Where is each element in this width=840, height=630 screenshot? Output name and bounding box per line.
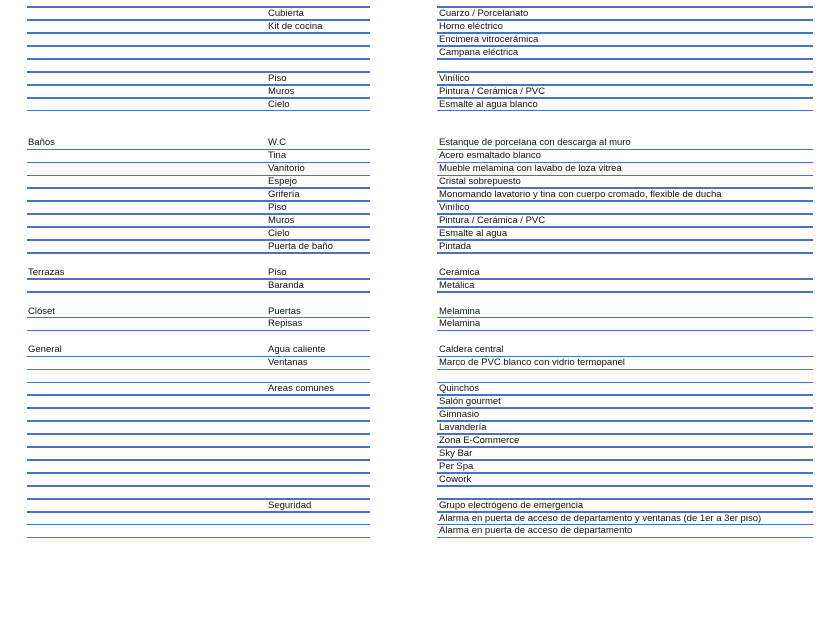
item-cell: Vanitorio [268, 163, 305, 175]
description-cell: Salón gourmet [439, 396, 501, 408]
description-cell: Cowork [439, 473, 472, 485]
table-row [0, 176, 840, 189]
item-cell: Puerta de baño [268, 240, 333, 252]
table-row [0, 396, 840, 409]
item-cell: Kit de cocina [268, 20, 323, 32]
description-cell: Vinílico [439, 72, 470, 84]
item-cell: Puertas [268, 305, 301, 317]
description-cell: Quinchos [439, 383, 480, 395]
description-cell: Zona E-Commerce [439, 434, 520, 446]
table-row [0, 34, 840, 47]
table-row [0, 422, 840, 435]
table-row [0, 189, 840, 202]
item-cell: Cubierta [268, 7, 304, 19]
table-row [0, 474, 840, 487]
item-cell: Piso [268, 72, 287, 84]
table-row [0, 500, 840, 513]
description-cell: Vinílico [439, 202, 470, 213]
table-row [0, 293, 840, 306]
table-row [0, 47, 840, 60]
table-row [0, 228, 840, 241]
description-cell: Cerámica [439, 266, 480, 278]
description-cell: Alarma en puerta de acceso de departamento y ventanas (de 1er a 3er piso) [439, 512, 762, 524]
item-cell: Areas comunes [268, 383, 335, 395]
description-cell: Acero esmaltado blanco [439, 150, 541, 162]
table-row [0, 280, 840, 293]
table-row [0, 331, 840, 344]
description-cell: Campana eléctrica [439, 46, 519, 58]
table-row [0, 60, 840, 73]
table-row [0, 241, 840, 254]
item-cell: Seguridad [268, 499, 312, 511]
table-row [0, 8, 840, 21]
item-cell: Muros [268, 85, 295, 97]
table-row [0, 254, 840, 267]
description-cell: Pintura / Cerámica / PVC [439, 85, 546, 97]
description-cell: Melamina [439, 318, 481, 330]
table-row [0, 86, 840, 99]
table-row [0, 448, 840, 461]
table-row [0, 318, 840, 331]
table-row [0, 0, 840, 8]
description-cell: Encimera vitrocerámica [439, 33, 539, 45]
table-row [0, 163, 840, 176]
category-cell: Clóset [28, 305, 55, 317]
category-cell: General [28, 344, 62, 356]
description-cell: Cuarzo / Porcelanato [439, 7, 529, 19]
table-row [0, 124, 840, 137]
item-cell: Repisas [268, 318, 303, 330]
table-row [0, 409, 840, 422]
description-cell: Lavandería [439, 421, 487, 433]
description-cell: Pintada [439, 240, 472, 252]
table-row [0, 461, 840, 474]
table-row [0, 306, 840, 319]
description-cell: Pintura / Cerámica / PVC [439, 214, 546, 226]
table-row [0, 487, 840, 500]
item-cell: Cielo [268, 227, 290, 239]
description-cell: Gimnasio [439, 409, 480, 420]
table-row [0, 137, 840, 150]
description-cell: Esmalte al agua [439, 227, 508, 239]
table-row [0, 435, 840, 448]
table-row [0, 150, 840, 163]
item-cell: Baranda [268, 279, 304, 291]
description-cell: Sky Bar [439, 447, 473, 459]
item-cell: Piso [268, 202, 287, 213]
description-cell: Horno eléctrico [439, 20, 503, 32]
item-cell: Grifería [268, 189, 300, 201]
description-cell: Esmalte al agua blanco [439, 98, 538, 110]
table-row [0, 525, 840, 538]
table-row [0, 99, 840, 112]
description-cell: Caldera central [439, 344, 504, 356]
item-cell: Muros [268, 214, 295, 226]
table-row [0, 370, 840, 383]
table-row [0, 357, 840, 370]
table-row [0, 21, 840, 34]
table-row [0, 267, 840, 280]
item-cell: Cielo [268, 98, 290, 110]
table-row [0, 111, 840, 124]
category-cell: Baños [28, 137, 55, 149]
description-cell: Monomando lavatorio y tina con cuerpo cromado, flexible de ducha [439, 189, 722, 201]
table-row [0, 383, 840, 396]
table-row [0, 73, 840, 86]
description-cell: Alarma en puerta de acceso de departamento [439, 525, 633, 537]
item-cell: W.C [268, 137, 286, 149]
description-cell: Marco de PVC blanco con vidrio termopanel [439, 357, 625, 369]
description-cell: Melamina [439, 305, 481, 317]
description-cell: Grupo electrógeno de emergencia [439, 499, 584, 511]
category-cell: Terrazas [28, 266, 65, 278]
table-row [0, 344, 840, 357]
item-cell: Tina [268, 150, 287, 162]
item-cell: Ventanas [268, 357, 308, 369]
table-row [0, 215, 840, 228]
table-row [0, 202, 840, 215]
item-cell: Espejo [268, 176, 298, 188]
description-cell: Estanque de porcelana con descarga al muro [439, 137, 631, 149]
item-cell: Piso [268, 266, 287, 278]
description-cell: Mueble melamina con lavabo de loza vitrea [439, 163, 622, 175]
description-cell: Per Spa [439, 460, 474, 472]
table-row [0, 513, 840, 526]
description-cell: Cristal sobrepuesto [439, 176, 521, 188]
description-cell: Metálica [439, 279, 475, 291]
item-cell: Agua caliente [268, 344, 326, 356]
